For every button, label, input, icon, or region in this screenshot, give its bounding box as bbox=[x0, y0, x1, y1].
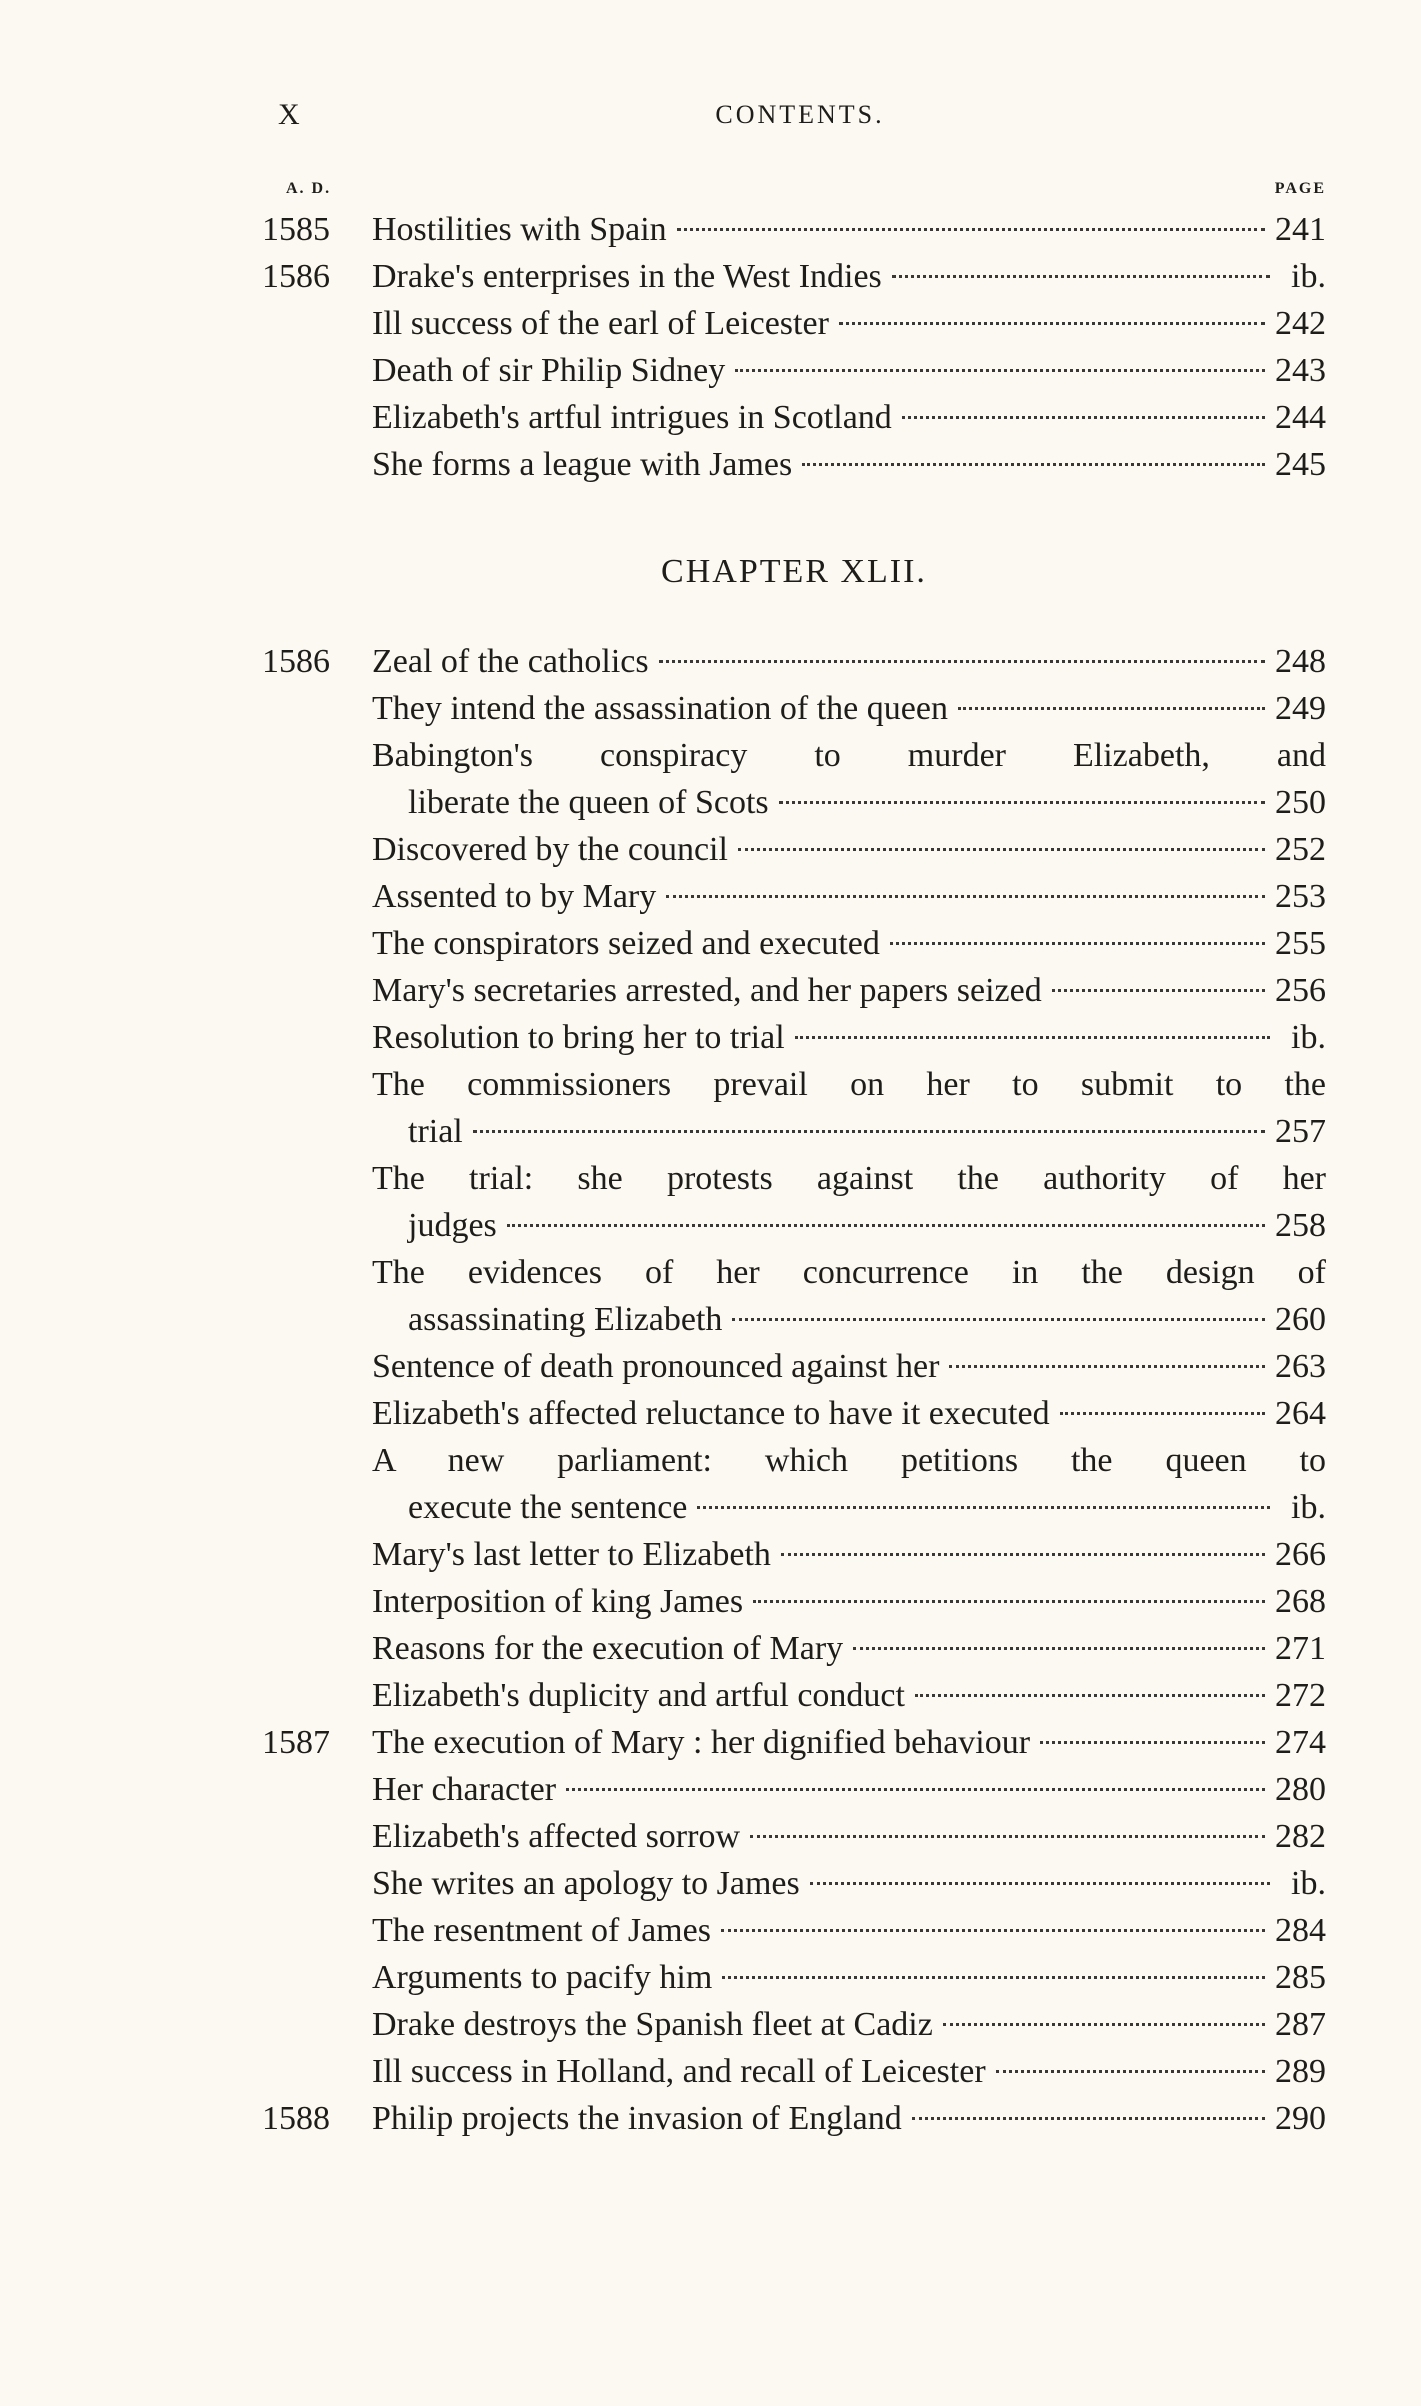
entry-text bbox=[372, 1531, 1326, 1578]
page-number: 250 bbox=[1275, 784, 1326, 821]
page-heading: PAGE bbox=[1274, 180, 1326, 197]
entry-text bbox=[372, 1014, 1326, 1061]
page-number: 271 bbox=[1275, 1630, 1326, 1667]
page-number: 287 bbox=[1275, 2006, 1326, 2043]
entry-text bbox=[372, 2095, 1326, 2142]
contents-entry bbox=[262, 1813, 1326, 1860]
contents-list-section-2 bbox=[262, 638, 1326, 2142]
entry-text bbox=[372, 638, 1326, 685]
dot-leader bbox=[943, 2023, 1265, 2026]
page-number: 272 bbox=[1275, 1677, 1326, 1714]
entry-title-line: The evidences of her concurrence in the design of bbox=[372, 1254, 1326, 1291]
entry-text bbox=[372, 347, 1326, 394]
page-number: ib. bbox=[1291, 1489, 1326, 1526]
entry-title: liberate the queen of Scots bbox=[408, 784, 769, 821]
entry-title: execute the sentence bbox=[408, 1489, 688, 1526]
entry-text bbox=[372, 253, 1326, 300]
entry-text bbox=[372, 2048, 1326, 2095]
entry-title: Interposition of king James bbox=[372, 1583, 744, 1620]
dot-leader bbox=[890, 942, 1265, 945]
dot-leader bbox=[1052, 989, 1265, 992]
page-number: 257 bbox=[1275, 1113, 1326, 1150]
page-number: 268 bbox=[1275, 1583, 1326, 1620]
entry-title: Mary's secretaries arrested, and her papers seized bbox=[372, 972, 1042, 1009]
entry-text bbox=[372, 1249, 1326, 1343]
dot-leader bbox=[666, 895, 1265, 898]
page-number: 284 bbox=[1275, 1912, 1326, 1949]
page-number: 244 bbox=[1275, 399, 1326, 436]
entry-text bbox=[372, 1061, 1326, 1155]
entry-text bbox=[372, 1343, 1326, 1390]
dot-leader bbox=[996, 2070, 1265, 2073]
contents-entry bbox=[262, 1672, 1326, 1719]
contents-entry bbox=[262, 206, 1326, 253]
dot-leader bbox=[722, 1976, 1265, 1979]
entry-title: Resolution to bring her to trial bbox=[372, 1019, 785, 1056]
dot-leader bbox=[732, 1318, 1265, 1321]
dot-leader bbox=[735, 369, 1265, 372]
entry-text bbox=[372, 732, 1326, 826]
entry-text bbox=[372, 1390, 1326, 1437]
entry-text bbox=[372, 1578, 1326, 1625]
entry-year: 1586 bbox=[262, 258, 330, 295]
entry-title: Discovered by the council bbox=[372, 831, 728, 868]
entry-title: The conspirators seized and executed bbox=[372, 925, 880, 962]
page-number: 252 bbox=[1275, 831, 1326, 868]
entry-title: Elizabeth's affected sorrow bbox=[372, 1818, 741, 1855]
dot-leader bbox=[750, 1835, 1265, 1838]
entry-text bbox=[372, 1719, 1326, 1766]
dot-leader bbox=[659, 660, 1265, 663]
entry-title: She forms a league with James bbox=[372, 446, 793, 483]
entry-title: assassinating Elizabeth bbox=[408, 1301, 723, 1338]
contents-entry bbox=[262, 2001, 1326, 2048]
contents-entry bbox=[262, 685, 1326, 732]
page-number: ib. bbox=[1291, 1019, 1326, 1056]
entry-text bbox=[372, 1155, 1326, 1249]
contents-list-section-1 bbox=[262, 206, 1326, 488]
contents-entry bbox=[262, 2095, 1326, 2142]
page-number: 258 bbox=[1275, 1207, 1326, 1244]
entry-year: 1585 bbox=[262, 211, 330, 248]
entry-year: 1587 bbox=[262, 1724, 330, 1761]
entry-text bbox=[372, 920, 1326, 967]
entry-title-line: Babington's conspiracy to murder Elizabeth, and bbox=[372, 737, 1326, 774]
dot-leader bbox=[912, 2117, 1265, 2120]
dot-leader bbox=[795, 1036, 1270, 1039]
entry-title: They intend the assassination of the queen bbox=[372, 690, 948, 727]
entry-title: Elizabeth's affected reluctance to have it executed bbox=[372, 1395, 1050, 1432]
entry-title: Ill success of the earl of Leicester bbox=[372, 305, 829, 342]
contents-entry bbox=[262, 1578, 1326, 1625]
page-number: 243 bbox=[1275, 352, 1326, 389]
running-head bbox=[278, 98, 1322, 138]
contents-entry bbox=[262, 873, 1326, 920]
entry-text bbox=[372, 441, 1326, 488]
page-number: 245 bbox=[1275, 446, 1326, 483]
entry-title-line: A new parliament: which petitions the queen to bbox=[372, 1442, 1326, 1479]
entry-text bbox=[372, 826, 1326, 873]
entry-text bbox=[372, 1813, 1326, 1860]
page-number: 249 bbox=[1275, 690, 1326, 727]
page-folio: X bbox=[278, 98, 301, 131]
column-headings bbox=[286, 180, 1326, 204]
entry-title: Elizabeth's duplicity and artful conduct bbox=[372, 1677, 905, 1714]
dot-leader bbox=[677, 228, 1265, 231]
page-number: 256 bbox=[1275, 972, 1326, 1009]
contents-entry bbox=[262, 638, 1326, 685]
chapter-heading: CHAPTER XLII. bbox=[661, 553, 927, 590]
running-title: CONTENTS. bbox=[715, 100, 885, 129]
contents-entry bbox=[262, 1625, 1326, 1672]
page-number: 248 bbox=[1275, 643, 1326, 680]
page-number: 274 bbox=[1275, 1724, 1326, 1761]
page-number: 266 bbox=[1275, 1536, 1326, 1573]
entry-year: 1588 bbox=[262, 2100, 330, 2137]
entry-title: Drake's enterprises in the West Indies bbox=[372, 258, 882, 295]
entry-title: Assented to by Mary bbox=[372, 878, 657, 915]
contents-entry bbox=[262, 347, 1326, 394]
dot-leader bbox=[1060, 1412, 1265, 1415]
contents-entry bbox=[262, 1860, 1326, 1907]
dot-leader bbox=[473, 1130, 1265, 1133]
dot-leader bbox=[902, 416, 1265, 419]
entry-title: Sentence of death pronounced against her bbox=[372, 1348, 940, 1385]
contents-entry bbox=[262, 920, 1326, 967]
entry-text bbox=[372, 206, 1326, 253]
contents-entry bbox=[262, 967, 1326, 1014]
dot-leader bbox=[738, 848, 1265, 851]
contents-entry bbox=[262, 732, 1326, 826]
anno-domini-heading: A. D. bbox=[286, 180, 332, 197]
dot-leader bbox=[721, 1929, 1265, 1932]
page-number: 282 bbox=[1275, 1818, 1326, 1855]
entry-title: judges bbox=[408, 1207, 497, 1244]
entry-text bbox=[372, 1860, 1326, 1907]
entry-title: She writes an apology to James bbox=[372, 1865, 800, 1902]
entry-text bbox=[372, 1766, 1326, 1813]
entry-text bbox=[372, 873, 1326, 920]
entry-title-line: The trial: she protests against the authority of her bbox=[372, 1160, 1326, 1197]
entry-text bbox=[372, 1954, 1326, 2001]
contents-entry bbox=[262, 1014, 1326, 1061]
dot-leader bbox=[697, 1506, 1270, 1509]
dot-leader bbox=[958, 707, 1265, 710]
page-number: ib. bbox=[1291, 1865, 1326, 1902]
contents-entry bbox=[262, 826, 1326, 873]
contents-entry bbox=[262, 1531, 1326, 1578]
entry-text bbox=[372, 685, 1326, 732]
entry-title: The execution of Mary : her dignified behaviour bbox=[372, 1724, 1031, 1761]
contents-entry bbox=[262, 394, 1326, 441]
contents-entry bbox=[262, 1954, 1326, 2001]
page-number: 285 bbox=[1275, 1959, 1326, 1996]
entry-title: Zeal of the catholics bbox=[372, 643, 649, 680]
dot-leader bbox=[779, 801, 1265, 804]
page-number: ib. bbox=[1291, 258, 1326, 295]
dot-leader bbox=[853, 1647, 1265, 1650]
contents-entry bbox=[262, 1437, 1326, 1531]
entry-year: 1586 bbox=[262, 643, 330, 680]
entry-text bbox=[372, 2001, 1326, 2048]
dot-leader bbox=[1040, 1741, 1265, 1744]
contents-entry bbox=[262, 1061, 1326, 1155]
contents-entry bbox=[262, 1155, 1326, 1249]
contents-entry bbox=[262, 1343, 1326, 1390]
contents-entry bbox=[262, 2048, 1326, 2095]
dot-leader bbox=[753, 1600, 1265, 1603]
page-number: 264 bbox=[1275, 1395, 1326, 1432]
entry-text bbox=[372, 967, 1326, 1014]
page-number: 263 bbox=[1275, 1348, 1326, 1385]
contents-entry bbox=[262, 441, 1326, 488]
entry-title: Elizabeth's artful intrigues in Scotland bbox=[372, 399, 892, 436]
contents-entry bbox=[262, 1390, 1326, 1437]
contents-entry bbox=[262, 1766, 1326, 1813]
page-number: 280 bbox=[1275, 1771, 1326, 1808]
entry-title: Drake destroys the Spanish fleet at Cadiz bbox=[372, 2006, 933, 2043]
entry-title: Her character bbox=[372, 1771, 557, 1808]
entry-title: Mary's last letter to Elizabeth bbox=[372, 1536, 771, 1573]
page-number: 242 bbox=[1275, 305, 1326, 342]
dot-leader bbox=[507, 1224, 1265, 1227]
dot-leader bbox=[915, 1694, 1265, 1697]
entry-title: Ill success in Holland, and recall of Leicester bbox=[372, 2053, 986, 2090]
entry-title: Reasons for the execution of Mary bbox=[372, 1630, 844, 1667]
dot-leader bbox=[810, 1882, 1270, 1885]
page-number: 241 bbox=[1275, 211, 1326, 248]
dot-leader bbox=[892, 275, 1270, 278]
dot-leader bbox=[566, 1788, 1265, 1791]
entry-title: The resentment of James bbox=[372, 1912, 711, 1949]
dot-leader bbox=[781, 1553, 1265, 1556]
page-number: 255 bbox=[1275, 925, 1326, 962]
dot-leader bbox=[949, 1365, 1265, 1368]
entry-text bbox=[372, 1672, 1326, 1719]
entry-text bbox=[372, 1437, 1326, 1531]
contents-entry bbox=[262, 300, 1326, 347]
contents-entry bbox=[262, 1249, 1326, 1343]
entry-title: Hostilities with Spain bbox=[372, 211, 667, 248]
entry-title: Philip projects the invasion of England bbox=[372, 2100, 902, 2137]
entry-text bbox=[372, 1625, 1326, 1672]
entry-title: trial bbox=[408, 1113, 463, 1150]
entry-text bbox=[372, 394, 1326, 441]
page-number: 290 bbox=[1275, 2100, 1326, 2137]
dot-leader bbox=[802, 463, 1265, 466]
contents-entry bbox=[262, 1907, 1326, 1954]
contents-entry bbox=[262, 1719, 1326, 1766]
page-number: 289 bbox=[1275, 2053, 1326, 2090]
page-number: 253 bbox=[1275, 878, 1326, 915]
entry-text bbox=[372, 300, 1326, 347]
dot-leader bbox=[839, 322, 1265, 325]
entry-title-line: The commissioners prevail on her to submit to the bbox=[372, 1066, 1326, 1103]
entry-text bbox=[372, 1907, 1326, 1954]
entry-title: Death of sir Philip Sidney bbox=[372, 352, 726, 389]
entry-title: Arguments to pacify him bbox=[372, 1959, 713, 1996]
contents-entry bbox=[262, 253, 1326, 300]
page-number: 260 bbox=[1275, 1301, 1326, 1338]
